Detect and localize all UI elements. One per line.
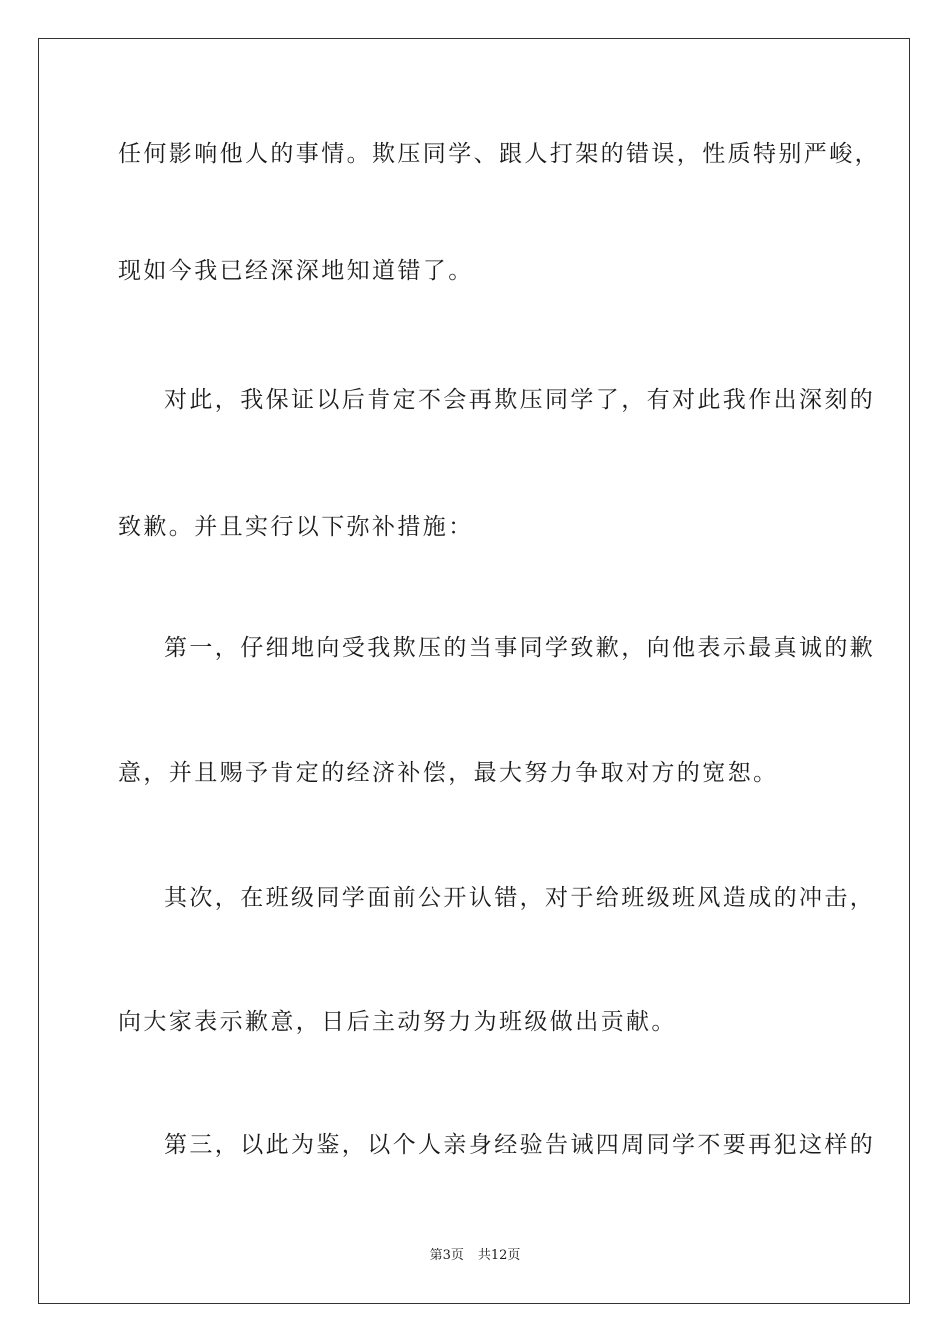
paragraph-line-3: 对此，我保证以后肯定不会再欺压同学了，有对此我作出深刻的 xyxy=(164,387,876,413)
page-total: 共12页 xyxy=(477,1248,521,1263)
paragraph-line-8: 向大家表示歉意，日后主动努力为班级做出贡献。 xyxy=(118,1009,677,1035)
page-border xyxy=(38,38,910,1304)
paragraph-line-5: 第一，仔细地向受我欺压的当事同学致歉，向他表示最真诚的歉 xyxy=(164,635,876,661)
page-number: 第3页 xyxy=(429,1248,464,1263)
paragraph-line-1: 任何影响他人的事情。欺压同学、跟人打架的错误，性质特别严峻， xyxy=(118,141,880,167)
paragraph-line-9: 第三，以此为鉴，以个人亲身经验告诫四周同学不要再犯这样的 xyxy=(164,1132,876,1158)
paragraph-line-4: 致歉。并且实行以下弥补措施： xyxy=(118,514,474,540)
paragraph-line-2: 现如今我已经深深地知道错了。 xyxy=(118,258,474,284)
page-footer xyxy=(0,1247,950,1265)
paragraph-line-6: 意，并且赐予肯定的经济补偿，最大努力争取对方的宽恕。 xyxy=(118,760,779,786)
paragraph-line-7: 其次，在班级同学面前公开认错，对于给班级班风造成的冲击， xyxy=(164,885,876,911)
